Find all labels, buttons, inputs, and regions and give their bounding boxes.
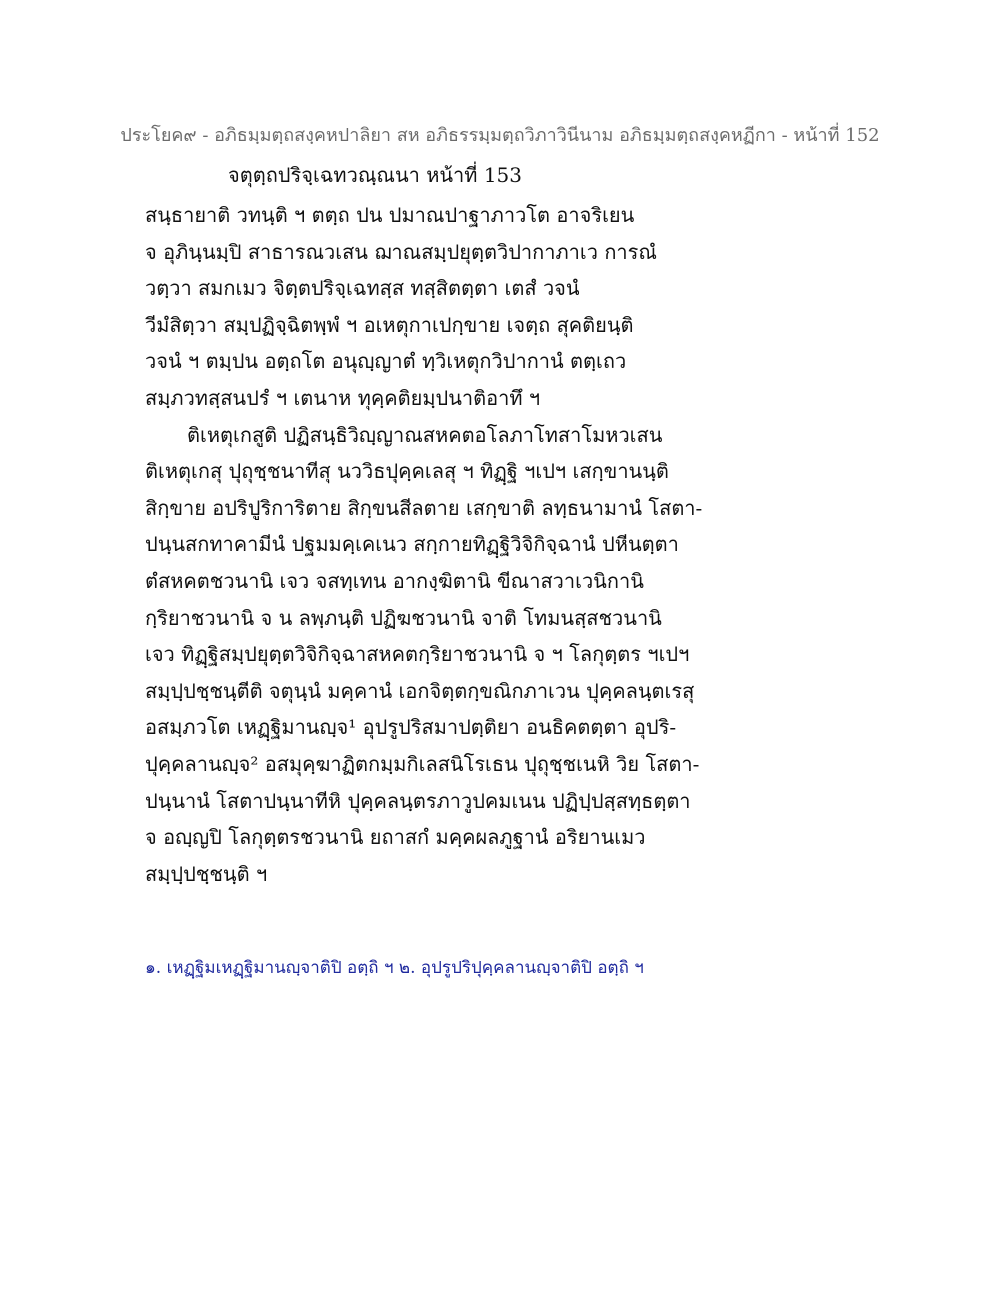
body-line: จ อุภินฺนมฺปิ สาธารณวเสน ฌาณสมฺปยุตฺตวิปากาภาเว การณํ bbox=[145, 239, 657, 264]
body-line: ปนฺนานํ โสตาปนฺนาทีหิ ปุคฺคลนฺตรภาวูปคมเนน ปฏิปฺปสฺสทฺธตฺตา bbox=[145, 788, 691, 813]
body-line: ปนฺนสกทาคามีนํ ปฐมมคฺเคเนว สกฺกายทิฏฺฐิวิจิกิจฺฉานํ ปหีนตฺตา bbox=[145, 532, 679, 557]
body-text bbox=[145, 197, 845, 892]
body-line: ปุคฺคลานญฺจ² อสมุคฺฆาฏิตกมฺมกิเลสนิโรเธน ปุถุชฺชเนหิ วิย โสตา- bbox=[145, 751, 700, 776]
body-line: สิกฺขาย อปริปูริการิตาย สิกฺขนสีลตาย เสกฺขาติ ลทฺธนามานํ โสตา- bbox=[145, 495, 703, 520]
section-heading: จตุตฺถปริจฺเฉทวณฺณนา หน้าที่ 153 bbox=[228, 163, 523, 187]
body-line: ตํสหคตชวนานิ เจว จสทฺเทน อากงฺฆิตานิ ขีณาสวาเวนิกานิ bbox=[145, 568, 644, 593]
body-line: จ อญฺญปิ โลกุตฺตรชวนานิ ยถาสกํ มคฺคผลภูฐานํ อริยานเมว bbox=[145, 825, 646, 850]
body-line: สนฺธายาติ วทนฺติ ฯ ตตฺถ ปน ปมาณปาฐาภาวโต อาจริเยน bbox=[145, 203, 635, 227]
body-line: สมฺปฺปชฺชนฺติ ฯ bbox=[145, 861, 268, 886]
body-line: วจนํ ฯ ตมฺปน อตฺถโต อนุญฺญาตํ ทฺวิเหตุกวิปากานํ ตตฺเถว bbox=[145, 349, 627, 374]
body-line: อสมฺภวโต เหฏฺฐิมานญฺจ¹ อุปรูปริสมาปตฺติยา อนธิคตตฺตา อุปริ- bbox=[145, 715, 677, 740]
body-line: กฺริยาชวนานิ จ น ลพฺภนฺติ ปฏิฆชวนานิ จาติ โทมนสฺสชวนานิ bbox=[145, 605, 662, 630]
paragraph-start-line: ติเหตุเกสูติ ปฏิสนฺธิวิญฺญาณสหคตอโลภาโทสาโมหวเสน bbox=[187, 422, 663, 447]
body-line: เจว ทิฏฺฐิสมฺปยุตฺตวิจิกิจฺฉาสหคตกฺริยาชวนานิ จ ฯ โลกุตฺตร ฯเปฯ bbox=[145, 642, 690, 667]
body-line: ติเหตุเกสุ ปุถุชฺชนาทีสุ นววิธปุคฺคเลสุ ฯ ทิฏฺฐิ ฯเปฯ เสกฺขานนฺติ bbox=[145, 459, 669, 484]
body-line: สมฺปฺปชฺชนฺตีติ จตุนฺนํ มคฺคานํ เอกจิตฺตกฺขณิกภาเวน ปุคฺคลนฺตเรสุ bbox=[145, 678, 695, 703]
footnote: ๑. เหฏฺฐิมเหฏฺฐิมานญฺจาติปิ อตฺถิ ฯ ๒. อุปรูปริปุคฺคลานญฺจาติปิ อตฺถิ ฯ bbox=[145, 958, 644, 978]
running-header: ประโยค๙ - อภิธมฺมตฺถสงฺคหปาลิยา สห อภิธรรมฺมตฺถวิภาวินีนาม อภิธมฺมตฺถสงฺคหฏีกา - หน้าที่ 152 bbox=[120, 125, 880, 146]
body-line: วีมํสิตฺวา สมฺปฏิจฺฉิตพฺพํ ฯ อเหตุกาเปกฺขาย เจตฺถ สุคติยนฺติ bbox=[145, 312, 634, 337]
body-line: วตฺวา สมกเมว จิตฺตปริจฺเฉทสฺส ทสฺสิตตฺตา เตสํ วจนํ bbox=[145, 276, 580, 301]
body-line: สมฺภวทสฺสนปรํ ฯ เตนาห ทุคฺคติยมฺปนาติอาทึ ฯ bbox=[145, 385, 541, 410]
